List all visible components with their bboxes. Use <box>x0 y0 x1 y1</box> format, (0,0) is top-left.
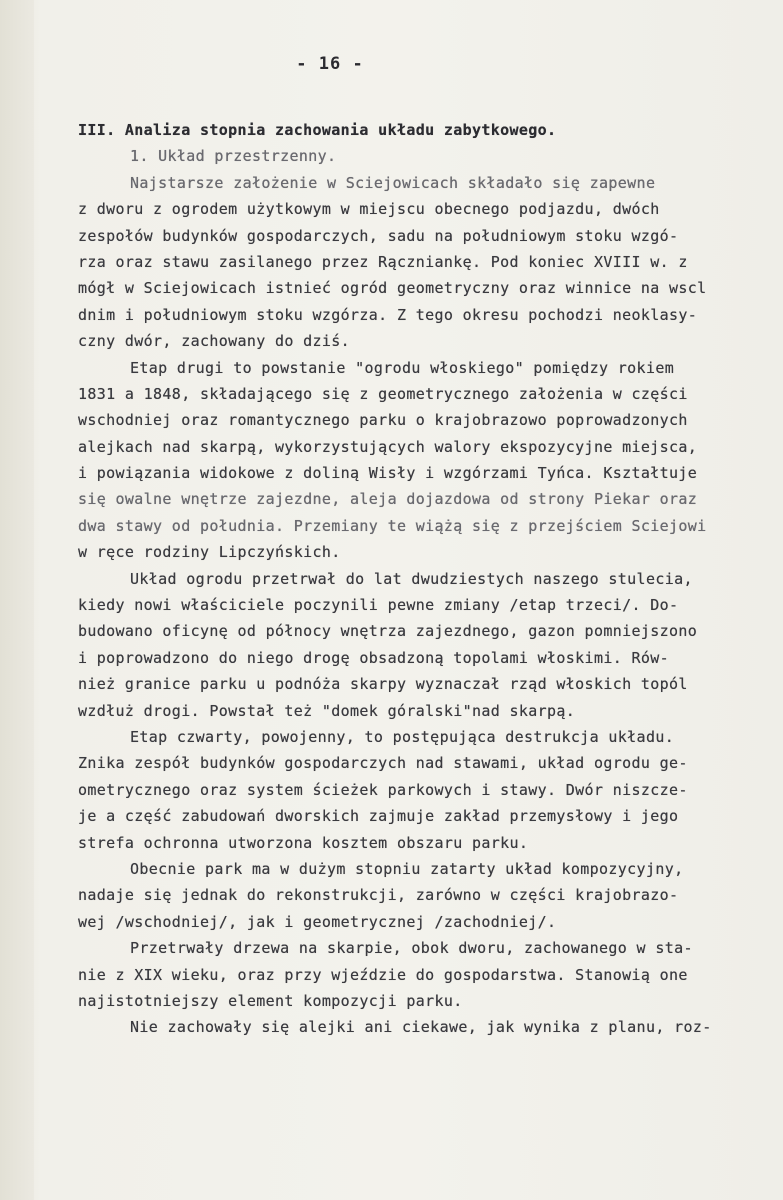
text-line: mógł w Sciejowicach istnieć ogród geometryczny oraz winnice na wscl <box>78 279 707 298</box>
text-line: czny dwór, zachowany do dziś. <box>78 332 351 351</box>
text-line: Etap drugi to powstanie "ogrodu włoskiego" pomiędzy rokiem <box>130 358 675 377</box>
text-line: ometrycznego oraz system ścieżek parkowych i stawy. Dwór niszcze- <box>78 780 688 799</box>
text-line: i powiązania widokowe z doliną Wisły i wzgórzami Tyńca. Kształtuje <box>78 464 698 483</box>
section-heading: III. Analiza stopnia zachowania układu zabytkowego. <box>78 121 557 139</box>
text-line: i poprowadzono do niego drogę obsadzoną topolami włoskimi. Rów- <box>78 648 669 667</box>
text-line: zespołów budynków gospodarczych, sadu na południowym stoku wzgó- <box>78 226 679 245</box>
text-line: Nie zachowały się alejki ani ciekawe, jak wynika z planu, roz- <box>130 1018 712 1037</box>
text-line: się owalne wnętrze zajezdne, aleja dojazdowa od strony Piekar oraz <box>78 490 698 509</box>
page-number: - 16 - <box>296 54 364 74</box>
page-left-margin <box>0 0 34 1200</box>
text-line: Obecnie park ma w dużym stopniu zatarty układ kompozycyjny, <box>130 859 684 878</box>
text-line: Układ ogrodu przetrwał do lat dwudziestych naszego stulecia, <box>130 569 693 588</box>
text-line: nież granice parku u podnóża skarpy wyznaczał rząd włoskich topól <box>78 675 688 694</box>
document-body <box>78 117 768 1041</box>
text-line: dwa stawy od południa. Przemiany te wiążą się z przejściem Sciejowi <box>78 516 707 535</box>
text-line: dnim i południowym stoku wzgórza. Z tego okresu pochodzi neoklasy- <box>78 305 698 324</box>
text-line: wschodniej oraz romantycznego parku o krajobrazowo poprowadzonych <box>78 411 688 430</box>
text-line: budowano oficynę od północy wnętrza zajezdnego, gazon pomniejszono <box>78 622 698 641</box>
text-line: wej /wschodniej/, jak i geometrycznej /zachodniej/. <box>78 912 557 931</box>
text-line: nie z XIX wieku, oraz przy wjeździe do gospodarstwa. Stanowią one <box>78 965 688 984</box>
text-line: Etap czwarty, powojenny, to postępująca destrukcja układu. <box>130 727 675 746</box>
text-line: strefa ochronna utworzona kosztem obszaru parku. <box>78 833 529 852</box>
text-line: 1831 a 1848, składającego się z geometrycznego założenia w części <box>78 384 688 403</box>
text-line: 1. Układ przestrzenny. <box>130 147 337 166</box>
text-line: Przetrwały drzewa na skarpie, obok dworu, zachowanego w sta- <box>130 939 693 958</box>
text-line: je a część zabudowań dworskich zajmuje zakład przemysłowy i jego <box>78 807 679 826</box>
text-line: kiedy nowi właściciele poczynili pewne zmiany /etap trzeci/. Do- <box>78 596 679 615</box>
text-line: nadaje się jednak do rekonstrukcji, zarówno w części krajobrazo- <box>78 886 679 905</box>
text-line: najistotniejszy element kompozycji parku. <box>78 991 463 1010</box>
text-line: Znika zespół budynków gospodarczych nad stawami, układ ogrodu ge- <box>78 754 688 773</box>
text-line: Najstarsze założenie w Sciejowicach składało się zapewne <box>130 173 656 192</box>
text-line: wzdłuż drogi. Powstał też "domek góralski"nad skarpą. <box>78 701 576 720</box>
text-line: alejkach nad skarpą, wykorzystujących walory ekspozycyjne miejsca, <box>78 437 698 456</box>
text-line: z dworu z ogrodem użytkowym w miejscu obecnego podjazdu, dwóch <box>78 200 660 219</box>
text-line: w ręce rodziny Lipczyńskich. <box>78 543 341 562</box>
text-line: rza oraz stawu zasilanego przez Rączniankę. Pod koniec XVIII w. z <box>78 252 688 271</box>
